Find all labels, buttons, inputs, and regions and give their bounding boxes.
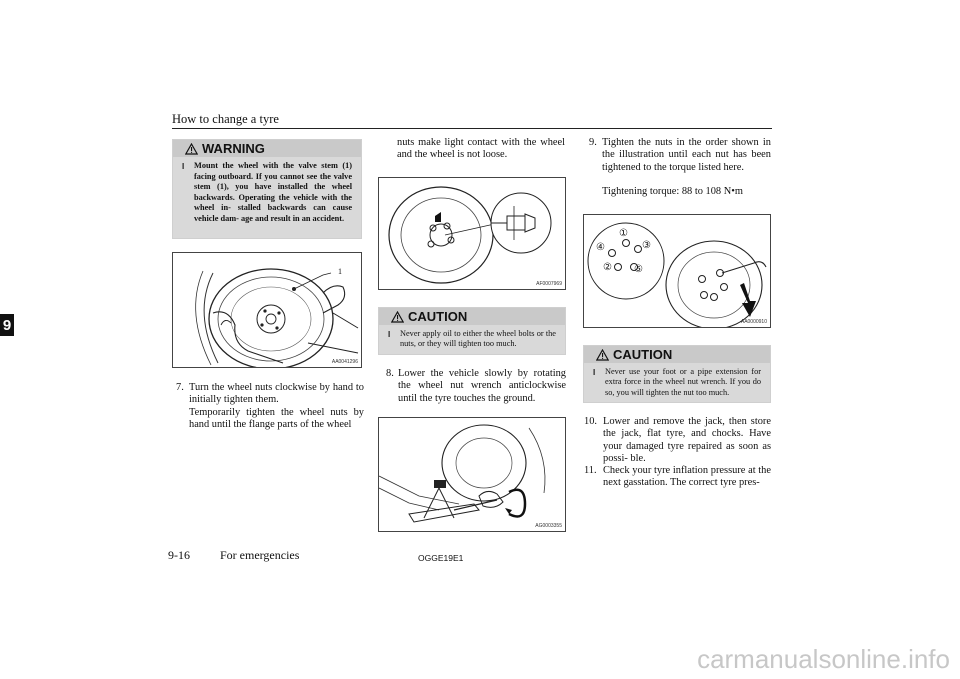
step-7-text-continued: Temporarily tighten the wheel nuts by hand until the flange parts of the wheel (189, 406, 364, 430)
order-4: ④ (596, 242, 605, 253)
figure-code: AA0000910 (740, 319, 767, 325)
step-8 (386, 368, 566, 405)
order-5: ⑤ (634, 264, 643, 275)
caution-box (583, 345, 771, 403)
step-9-text: Tighten the nuts in the order shown in the illustration until each nut has been tightened to the torque listed here. (602, 137, 771, 173)
warning-triangle-icon (185, 143, 198, 155)
warning-header (173, 140, 361, 157)
caution-header (584, 346, 770, 363)
bullet-icon: l (593, 368, 596, 377)
callout-1: 1 (338, 267, 342, 276)
figure-lowering-vehicle (378, 417, 566, 532)
page-number: 9-16 (168, 548, 190, 562)
warning-title: WARNING (202, 141, 265, 156)
section-name: For emergencies (220, 548, 300, 562)
figure-code: AF0007969 (536, 281, 562, 287)
caution-title: CAUTION (613, 347, 673, 362)
step-number: 9. (589, 137, 597, 148)
figure-code: AG0003355 (535, 523, 562, 529)
step-10 (584, 416, 771, 465)
warning-triangle-icon (391, 311, 404, 323)
figure-valve-stem (172, 252, 362, 368)
page-header-title: How to change a tyre (172, 112, 279, 126)
step-10-text: Lower and remove the jack, then store the jack, flat tyre, and chocks. Have your damaged tyre repaired as soon as possi- ble. (603, 416, 771, 464)
warning-triangle-icon (596, 349, 609, 361)
step-7 (176, 382, 364, 431)
watermark: carmanualsonline.info (697, 644, 950, 674)
step-number: 10. (584, 416, 597, 427)
bullet-icon: l (388, 330, 391, 339)
step-7-continuation: nuts make light contact with the wheel and the wheel is not loose. (397, 137, 565, 161)
figure-tightening-order (583, 214, 771, 328)
caution-text: Never apply oil to either the wheel bolts or the nuts, or they will tighten too much. (400, 329, 556, 349)
caution-header (379, 308, 565, 325)
order-2: ② (603, 262, 612, 273)
step-11-text: Check your tyre inflation pressure at the next gasstation. The correct tyre pres- (603, 465, 771, 489)
bullet-icon: l (182, 162, 185, 171)
warning-box (172, 139, 362, 239)
step-number: 8. (386, 368, 394, 379)
warning-text: Mount the wheel with the valve stem (1) facing outboard. If you cannot see the valve stem (1), you have installed the wheel backwards. Operating the vehicle with the wheel in- stalled backwards can cause vehicle dam- age and result in an accident. (194, 161, 352, 223)
order-1: ① (619, 228, 628, 239)
figure-nut-contact (378, 177, 566, 290)
step-number: 11. (584, 465, 597, 476)
step-number: 7. (176, 382, 184, 393)
step-8-text: Lower the vehicle slowly by rotating the wheel nut wrench anticlockwise until the tyre touches the ground. (398, 368, 566, 404)
figure-code: AA0041296 (331, 359, 358, 365)
step-11 (584, 465, 771, 490)
step-7-text: Turn the wheel nuts clockwise by hand to initially tighten them. (189, 382, 364, 406)
order-3: ③ (642, 240, 651, 251)
chapter-tab[interactable]: 9 (0, 314, 14, 336)
caution-title: CAUTION (408, 309, 468, 324)
document-code: OGGE19E1 (418, 553, 464, 563)
tightening-torque: Tightening torque: 88 to 108 N•m (602, 185, 743, 197)
caution-box (378, 307, 566, 355)
step-9 (589, 137, 771, 198)
header-rule (172, 128, 772, 129)
caution-text: Never use your foot or a pipe extension for extra force in the wheel nut wrench. If you do so, you will tighten the nut too much. (605, 367, 761, 397)
